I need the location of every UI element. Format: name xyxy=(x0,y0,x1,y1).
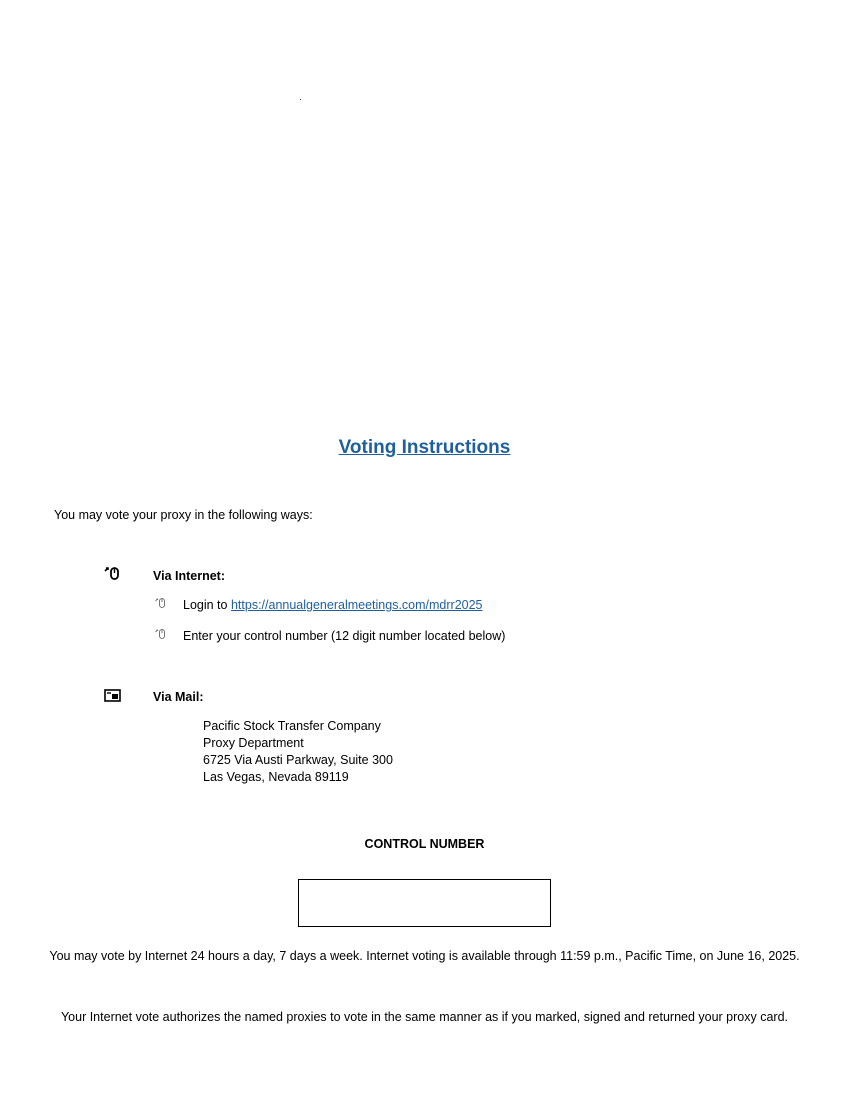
address-line: 6725 Via Austi Parkway, Suite 300 xyxy=(203,753,393,767)
address-line: Las Vegas, Nevada 89119 xyxy=(203,770,349,784)
login-prefix: Login to xyxy=(183,598,231,612)
address-line: Proxy Department xyxy=(203,736,304,750)
page-title: Voting Instructions xyxy=(338,437,511,458)
control-number-step: Enter your control number (12 digit number located below) xyxy=(183,629,506,643)
via-internet-label: Via Internet: xyxy=(153,569,226,583)
mouse-icon xyxy=(104,566,122,580)
authorization-note: Your Internet vote authorizes the named proxies to vote in the same manner as if you marked, signed and returned your proxy card. xyxy=(60,1010,789,1024)
mailbox-icon xyxy=(104,689,122,703)
availability-note: You may vote by Internet 24 hours a day, 7 days a week. Internet voting is available through 11:59 p.m., Pacific Time, on June 16, 2025. xyxy=(49,949,800,963)
page-speck xyxy=(300,99,301,100)
control-number-box xyxy=(298,879,551,927)
login-step xyxy=(183,598,483,612)
mailing-address xyxy=(203,718,393,786)
via-mail-label: Via Mail: xyxy=(153,690,204,704)
voting-link[interactable]: https://annualgeneralmeetings.com/mdrr2025 xyxy=(230,598,483,612)
mouse-bullet-icon xyxy=(155,628,167,640)
control-number-label: CONTROL NUMBER xyxy=(364,837,485,851)
intro-text: You may vote your proxy in the following ways: xyxy=(54,508,313,522)
address-line: Pacific Stock Transfer Company xyxy=(203,719,381,733)
mouse-bullet-icon xyxy=(155,597,167,609)
